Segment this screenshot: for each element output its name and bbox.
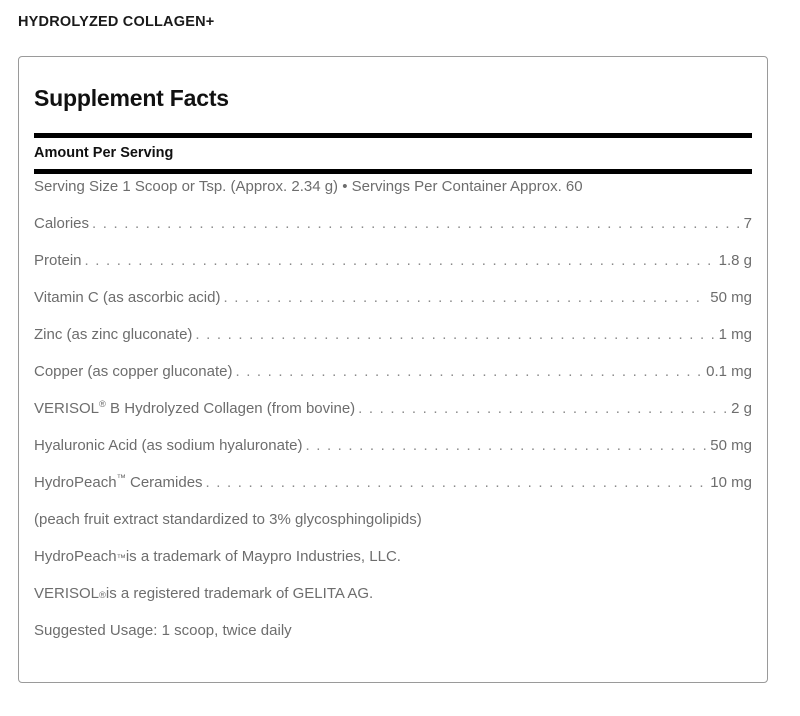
nutrient-label: Hyaluronic Acid (as sodium hyaluronate) xyxy=(34,436,303,454)
panel-inner xyxy=(19,57,767,682)
nutrient-label: Zinc (as zinc gluconate) xyxy=(34,325,193,343)
dot-leader xyxy=(358,400,728,415)
nutrient-label: Vitamin C (as ascorbic acid) xyxy=(34,288,221,306)
registered-mark-icon: ® xyxy=(99,398,106,409)
table-row xyxy=(34,400,752,437)
trademark-mark-icon: ™ xyxy=(116,472,126,483)
hydropeach-note-text-cont: is a trademark of Maypro Industries, LLC. xyxy=(125,547,401,565)
nutrient-label xyxy=(34,400,355,417)
supplement-facts-panel xyxy=(18,56,768,683)
dot-leader xyxy=(195,326,715,341)
hydropeach-note-text: HydroPeach xyxy=(34,547,117,565)
nutrient-label: Copper (as copper gluconate) xyxy=(34,362,233,380)
amount-per-serving-header: Amount Per Serving xyxy=(34,145,174,162)
table-row xyxy=(34,474,752,511)
table-row xyxy=(34,215,752,252)
nutrient-value: 2 g xyxy=(731,399,752,417)
verisol-trademark-note: VERISOL ® is a registered trademark of GELITA AG. xyxy=(34,584,374,602)
nutrient-label: Calories xyxy=(34,214,90,232)
supplement-facts-heading: Supplement Facts xyxy=(34,85,229,111)
dot-leader xyxy=(85,252,716,267)
dot-leader xyxy=(92,215,741,230)
product-title: HYDROLYZED COLLAGEN+ xyxy=(18,14,215,30)
nutrient-label: Protein xyxy=(34,251,82,269)
dot-leader xyxy=(223,289,707,304)
nutrient-value: 1.8 g xyxy=(718,251,752,269)
hydropeach-trademark-note: HydroPeach ™ is a trademark of Maypro Industries, LLC. xyxy=(34,547,401,565)
table-row xyxy=(34,363,752,400)
nutrient-value: 50 mg xyxy=(710,436,752,454)
table-row xyxy=(34,252,752,289)
nutrient-label xyxy=(34,474,203,491)
nutrient-value: 7 xyxy=(743,214,752,232)
table-row xyxy=(34,289,752,326)
verisol-note-text: VERISOL xyxy=(34,584,100,602)
nutrient-value: 0.1 mg xyxy=(706,362,752,380)
dot-leader xyxy=(235,363,703,378)
table-row xyxy=(34,326,752,363)
suggested-usage-note xyxy=(34,622,752,659)
peach-extract-note xyxy=(34,511,752,548)
nutrient-label-text-cont: Ceramides xyxy=(125,473,203,491)
suggested-usage-text: Suggested Usage: 1 scoop, twice daily xyxy=(34,621,292,639)
serving-info-row xyxy=(34,178,752,215)
nutrient-label-text: VERISOL xyxy=(34,399,100,417)
nutrient-value: 50 mg xyxy=(710,288,752,306)
dot-leader xyxy=(305,437,707,452)
verisol-note-text-cont: is a registered trademark of GELITA AG. xyxy=(105,584,374,602)
peach-extract-note-text: (peach fruit extract standardized to 3% glycosphingolipids) xyxy=(34,510,422,528)
nutrient-label-text: HydroPeach xyxy=(34,473,117,491)
nutrient-value: 1 mg xyxy=(718,325,752,343)
serving-info-text: Serving Size 1 Scoop or Tsp. (Approx. 2.34 g) • Servings Per Container Approx. 60 xyxy=(34,177,583,195)
nutrient-rows xyxy=(34,174,752,659)
nutrient-label-text-cont: B Hydrolyzed Collagen (from bovine) xyxy=(105,399,356,417)
table-row xyxy=(34,437,752,474)
nutrient-value: 10 mg xyxy=(710,473,752,491)
dot-leader xyxy=(206,474,708,489)
